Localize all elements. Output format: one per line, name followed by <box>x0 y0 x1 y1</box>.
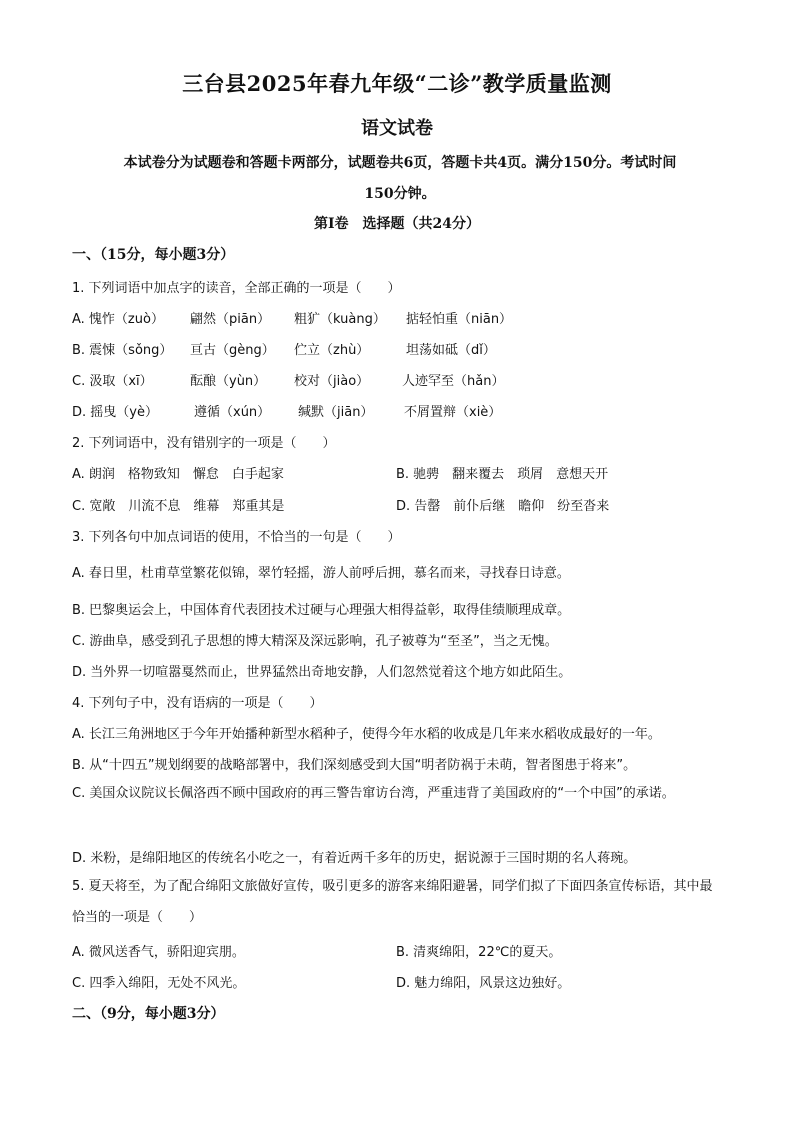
q3-stem: 3. 下列各句中加点词语的使用，不恰当的一句是（ ） <box>72 530 401 545</box>
q2-option-c: C. 宽敞 川流不息 维幕 郑重其是 <box>72 499 285 514</box>
exam-title: 三台县2025年春九年级“二诊”教学质量监测 <box>182 71 612 96</box>
q1-d-item-4: 不屑置辩（xiè） <box>404 405 502 420</box>
q4-option-a: A. 长江三角洲地区于今年开始播种新型水稻种子，使得今年水稻的收成是几年来水稻收成最好的一年。 <box>72 727 661 742</box>
exam-intro <box>70 148 730 210</box>
q4-stem: 4. 下列句子中，没有语病的一项是（ ） <box>72 696 323 711</box>
q3-option-d: D. 当外界一切喧嚣戛然而止，世界猛然出奇地安静，人们忽然觉着这个地方如此陌生。 <box>72 665 572 680</box>
q1-a-item-2: 翩然（piān） <box>190 312 271 327</box>
q1-stem: 1. 下列词语中加点字的读音，全部正确的一项是（ ） <box>72 281 401 296</box>
q1-b-item-2: 亘古（gèng） <box>190 343 275 358</box>
q2-option-d: D. 告罄 前仆后继 瞻仰 纷至沓来 <box>396 499 610 514</box>
q2-option-a: A. 朗润 格物致知 懈怠 白手起家 <box>72 467 284 482</box>
q2-stem: 2. 下列词语中，没有错别字的一项是（ ） <box>72 436 336 451</box>
q3-option-a: A. 春日里，杜甫草堂繁花似锦，翠竹轻摇，游人前呼后拥，慕名而来，寻找春日诗意。 <box>72 566 570 581</box>
q2-option-b: B. 驰骋 翻来覆去 琐屑 意想天开 <box>396 467 609 482</box>
section-2-heading: 二、（9分，每小题3分） <box>72 1006 225 1022</box>
section-1-heading: 一、（15分，每小题3分） <box>72 247 235 263</box>
q1-c-item-3: 校对（jiào） <box>294 374 370 389</box>
q1-d-item-3: 缄默（jiān） <box>298 405 374 420</box>
q4-option-b: B. 从“十四五”规划纲要的战略部署中，我们深刻感受到大国“明者防祸于未萌，智者图患于将来”。 <box>72 758 637 773</box>
q1-b-item-1: B. 震悚（sǒng） <box>72 343 173 358</box>
q5-option-a: A. 微风送香气，骄阳迎宾朋。 <box>72 945 245 960</box>
exam-subtitle: 语文试卷 <box>361 118 433 139</box>
q5-option-c: C. 四季入绵阳，无处不风光。 <box>72 976 246 991</box>
q1-a-item-1: A. 愧怍（zuò） <box>72 312 164 327</box>
q1-a-item-3: 粗犷（kuàng） <box>294 312 386 327</box>
q1-c-item-1: C. 汲取（xī） <box>72 374 153 389</box>
q3-option-b: B. 巴黎奥运会上，中国体育代表团技术过硬与心理强大相得益彰，取得佳绩顺理成章。 <box>72 603 571 618</box>
intro-line-1: 本试卷分为试题卷和答题卡两部分，试题卷共6页，答题卡共4页。满分150分。考试时间 <box>123 155 677 171</box>
q1-c-item-4: 人迹罕至（hǎn） <box>402 374 505 389</box>
q1-d-item-1: D. 摇曳（yè） <box>72 405 158 420</box>
q1-a-item-4: 掂轻怕重（niān） <box>406 312 513 327</box>
q1-d-item-2: 遵循（xún） <box>194 405 271 420</box>
q5-stem: 5. 夏天将至，为了配合绵阳文旅做好宣传，吸引更多的游客来绵阳避暑，同学们拟了下面四条宣传标语，其中最恰当的一项是（ ） <box>72 879 713 925</box>
part-heading: 第Ⅰ卷 选择题（共24分） <box>313 216 481 232</box>
q3-option-c: C. 游曲阜，感受到孔子思想的博大精深及深远影响，孔子被尊为“至圣”，当之无愧。 <box>72 634 558 649</box>
q4-option-d: D. 米粉，是绵阳地区的传统名小吃之一，有着近两千多年的历史，据说源于三国时期的名人蒋琬。 <box>72 851 637 866</box>
q1-c-item-2: 酝酿（yùn） <box>190 374 267 389</box>
q1-b-item-4: 坦荡如砥（dǐ） <box>406 343 496 358</box>
q1-b-item-3: 伫立（zhù） <box>294 343 370 358</box>
q5-option-b: B. 清爽绵阳，22℃的夏天。 <box>396 945 562 960</box>
q5-option-d: D. 魅力绵阳，风景这边独好。 <box>396 976 571 991</box>
intro-line-2: 150分钟。 <box>364 186 436 202</box>
q4-option-c: C. 美国众议院议长佩洛西不顾中国政府的再三警告窜访台湾，严重违背了美国政府的“一个中国”的承诺。 <box>72 786 675 801</box>
